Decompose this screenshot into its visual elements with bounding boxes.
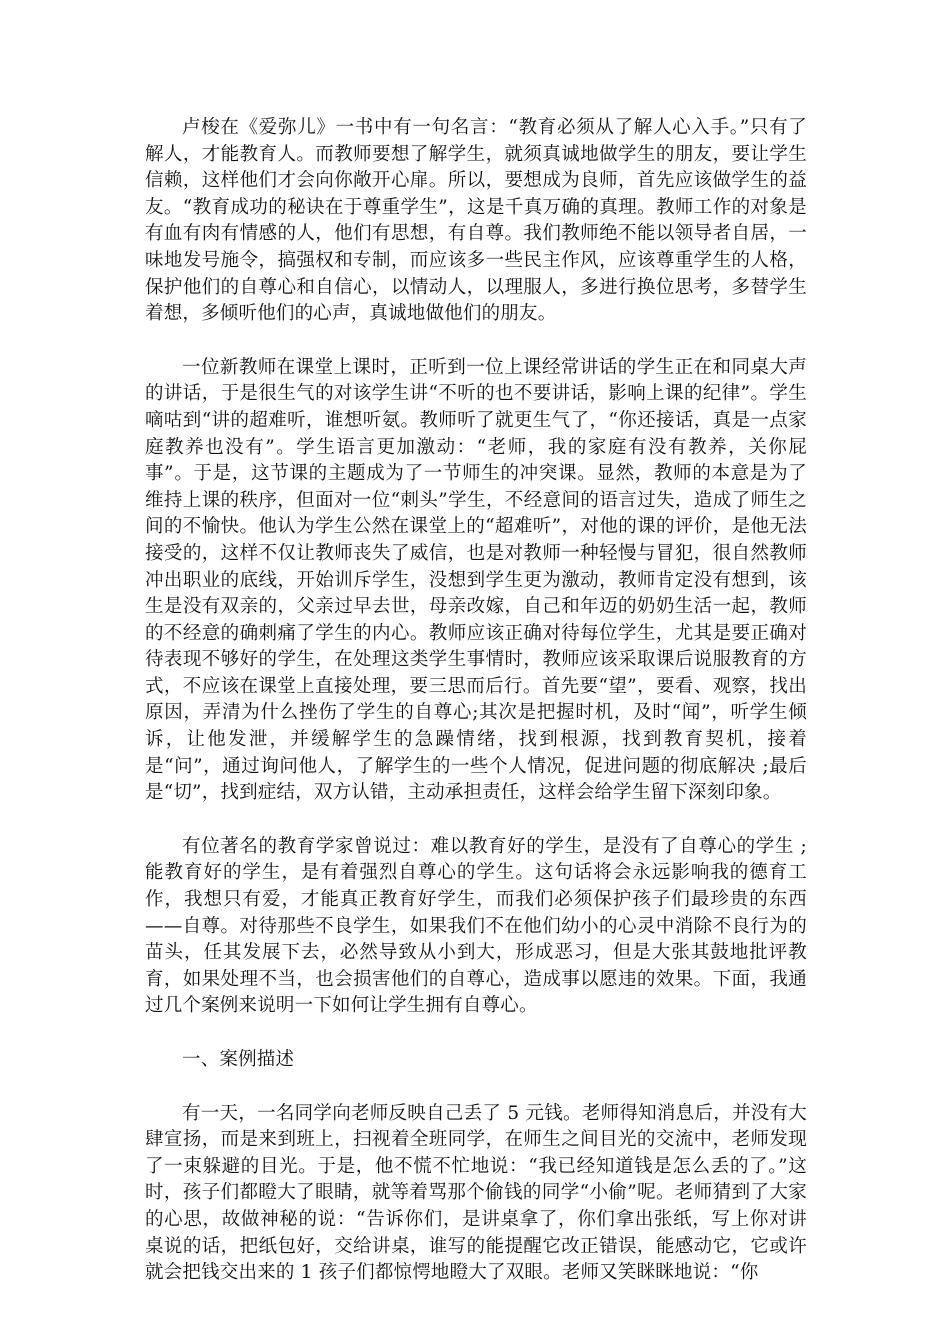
paragraph-classroom-conflict: 一位新教师在课堂上课时，正听到一位上课经常讲话的学生正在和同桌大声的讲话，于是很生气的对该学生讲“不听的也不要讲话，影响上课的纪律”。学生嘀咕到“讲的超难听，谁想听氨。教师听了就更生气了，“你还接话，真是一点家庭教养也没有”。学生语言更加激动：“老师，我的家庭有没有教养，关你屁事”。于是，这节课的主题成为了一节师生的冲突课。显然，教师的本意是为了维持上课的秩序，但面对一位“刺头”学生，不经意间的语言过失，造成了师生之间的不愉快。他认为学生公然在课堂上的“超难听”，对他的课的评价，是他无法接受的，这样不仅让教师丧失了威信，也是对教师一种轻慢与冒犯，很自然教师冲出职业的底线，开始训斥学生，没想到学生更为激动，教师肯定没有想到，该生是没有双亲的，父亲过早去世，母亲改嫁，自己和年迈的奶奶生活一起，教师的不经意的确刺痛了学生的内心。教师应该正确对待每位学生，尤其是要正确对待表现不够好的学生，在处理这类学生事情时，教师应该采取课后说服教育的方式，不应该在课堂上直接处理，要三思而后行。首先要“望”，要看、观察，找出原因，弄清为什么挫伤了学生的自尊心;其次是把握时机，及时“闻”，听学生倾诉，让他发泄，并缓解学生的急躁情绪，找到根源，找到教育契机，接着是“问”，通过询问他人，了解学生的一些个人情况，促进问题的彻底解决 ;最后是“切”，找到症结，双方认错，主动承担责任，这样会给学生留下深刻印象。 <box>145 356 807 804</box>
paragraph-self-esteem: 有位著名的教育学家曾说过：难以教育好的学生，是没有了自尊心的学生 ;能教育好的学生，是有着强烈自尊心的学生。这句话将会永远影响我的德育工作，我想只有爱，才能真正教育好学生，而我们必须保护孩子们最珍贵的东西——自尊。对待那些不良学生，如果我们不在他们幼小的心灵中消除不良行为的苗头，任其发展下去，必然导致从小到大，形成恶习，但是大张其鼓地批评教育，如果处理不当，也会损害他们的自尊心，造成事以愿违的效果。下面，我通过几个案例来说明一下如何让学生拥有自尊心。 <box>145 835 807 1017</box>
paragraph-rousseau-quote: 卢梭在《爱弥儿》一书中有一句名言：“教育必须从了解人心入手。”只有了解人，才能教育人。而教师要想了解学生，就须真诚地做学生的朋友，要让学生信赖，这样他们才会向你敞开心扉。所以，要想成为良师，首先应该做学生的益友。“教育成功的秘诀在于尊重学生”，这是千真万确的真理。教师工作的对象是有血有肉有情感的人，他们有思想，有自尊。我们教师绝不能以领导者自居，一味地发号施令，搞强权和专制，而应该多一些民主作风，应该尊重学生的人格，保护他们的自尊心和自信心，以情动人，以理服人，多进行换位思考，多替学生着想，多倾听他们的心声，真诚地做他们的朋友。 <box>145 117 807 325</box>
section-heading-case-description: 一、案例描述 <box>182 1049 295 1070</box>
paragraph-lost-money-case: 有一天，一名同学向老师反映自己丢了 5 元钱。老师得知消息后，并没有大肆宣扬，而是来到班上，扫视着全班同学，在师生之间目光的交流中，老师发现了一束躲避的目光。于是，他不慌不忙地说：“我已经知道钱是怎么丢的了。”这时，孩子们都瞪大了眼睛，就等着骂那个偷钱的同学“小偷”呢。老师猜到了大家的心思，故做神秘的说：“告诉你们，是讲桌拿了，你们拿出张纸，写上你对讲桌说的话，把纸包好，交给讲桌，谁写的能提醒它改正错误，能感动它，它或许就会把钱交出来的 1 孩子们都惊愕地瞪大了双眼。老师又笑眯眯地说：“你 <box>145 1102 807 1284</box>
document-body <box>145 115 807 1287</box>
